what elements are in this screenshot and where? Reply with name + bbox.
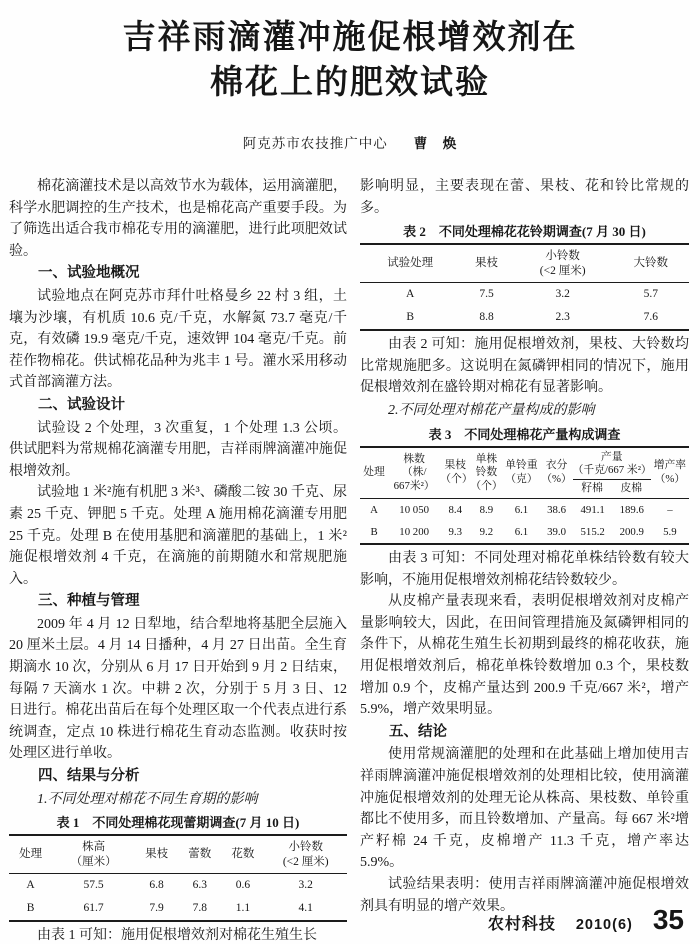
table-cell: 1.1 [235, 902, 251, 915]
table-cell: B [406, 311, 415, 324]
table-row [360, 306, 689, 330]
table-cell: 6.8 [149, 879, 164, 892]
table-cell: – [667, 503, 673, 516]
table-cell: 491.1 [580, 503, 605, 516]
table-cell: 7.8 [192, 902, 207, 915]
section-heading-3: 三、种植与管理 [38, 593, 140, 610]
table1-header-row [9, 835, 347, 874]
table-header-cell: 果枝 （个） [440, 447, 470, 499]
table-cell: 61.7 [83, 902, 104, 915]
table-row [360, 521, 689, 544]
left-column [9, 176, 347, 944]
subsection-heading-1: 1.不同处理对棉花不同生育期的影响 [37, 791, 258, 807]
table-cell: 3.2 [555, 288, 570, 301]
table-header-cell: 处理 [360, 447, 388, 499]
table3-discussion: 由表 3 可知：不同处理对棉花单株结铃数有较大影响，不施用促根增效剂棉花结铃数较少。 [360, 551, 689, 588]
table-cell: 9.2 [479, 525, 494, 538]
article-title [30, 16, 670, 106]
table-cell: 6.1 [514, 503, 529, 516]
table-header-cell: 增产率 （%） [651, 447, 689, 499]
table-cell: 6.1 [514, 525, 529, 538]
table-cell: 39.0 [547, 525, 567, 538]
subsection-heading-2: 2.不同处理对棉花产量构成的影响 [388, 402, 595, 418]
table-cell: 5.7 [643, 288, 658, 301]
table-cell: 189.6 [619, 503, 644, 516]
table3 [360, 446, 689, 546]
table3-header-row [360, 447, 689, 499]
journal-name: 农村科技 [487, 916, 556, 933]
table-cell: A [26, 879, 35, 892]
table-header-cell: 小铃数 (<2 厘米) [264, 835, 347, 874]
table-header-cell: 果枝 [460, 244, 512, 283]
table-cell: 3.2 [298, 879, 313, 892]
table-row [9, 874, 347, 898]
table2-caption: 表 2 不同处理棉花花铃期调查(7 月 30 日) [403, 224, 646, 240]
table-cell: 8.4 [448, 503, 463, 516]
table-cell: 6.3 [192, 879, 207, 892]
table-cell: 10 200 [399, 525, 429, 538]
two-column-body [0, 176, 700, 944]
table3-caption: 表 3 不同处理棉花产量构成调查 [428, 426, 621, 442]
section-2-paragraph-2: 试验地 1 米²施有机肥 3 米³、磷酸二铵 30 千克、尿素 25 千克、钾肥 5 千克。处理 A 施用棉花滴灌专用肥 25 千克。处理 B 在使用基肥和滴灌肥的基础上，1 米²施促根增效剂 4 千克，在滴施的前期随水和常规肥施入。 [9, 485, 347, 587]
page-footer [488, 904, 684, 936]
table-cell: 7.5 [479, 288, 494, 301]
table-cell: B [26, 902, 35, 915]
table-cell: 5.9 [663, 525, 677, 538]
author-name: 曹 焕 [413, 136, 458, 151]
table-header-cell-yield-group: 产量 （千克/667 米²） 籽棉 皮棉 [573, 447, 651, 499]
table1 [9, 834, 347, 922]
section-1-paragraph: 试验地点在阿克苏市拜什吐格曼乡 22 村 3 组，土壤为沙壤，有机质 10.6 克/千克，水解氮 73.7 毫克/千克，有效磷 19.9 毫克/千克，速效钾 104 毫克/千克。前茬作物棉花。供试棉花品种为兆丰 1 号。灌水采用移动式首部滴灌方法。 [9, 288, 347, 391]
table-header-cell: 果枝 [135, 835, 178, 874]
table-cell: 57.5 [83, 879, 104, 892]
conclusion-paragraph-2: 试验结果表明：使用吉祥雨牌滴灌冲施促根增效剂具有明显的增产效果。 [360, 876, 689, 914]
table-cell: 38.6 [547, 503, 567, 516]
section-2-paragraph-1: 试验设 2 个处理，3 次重复，1 个处理 1.3 公顷。供试肥料为常规棉花滴灌专用肥，吉祥雨牌滴灌冲施促根增效剂。 [9, 420, 347, 479]
table-header-cell: 株数 （株/ 667米²） [388, 447, 440, 499]
section-3-paragraph: 2009 年 4 月 12 日犁地，结合犁地将基肥全层施入 20 厘米土层。4 月 14 日播种，4 月 27 日出苗。全生育期滴水 10 次，分别从 6 月 17 日开始到 9 月 2 日结束，每隔 7 天滴水 1 次。中耕 2 次，分别于 5 月 3 日、12 日进行。棉花出苗后在每个处理区取一个代表点进行系统调查，定点 10 株进行棉花生育动态监测。收获时按处理区进行单收。 [9, 616, 347, 762]
table2-discussion: 由表 2 可知：施用促根增效剂，果枝、大铃数均比常规施肥多。这说明在氮磷钾相同的情况下，施用促根增效剂在盛铃期对棉花有显著影响。 [360, 337, 689, 396]
table-cell: 200.9 [619, 525, 644, 538]
table-cell: 0.6 [235, 879, 251, 892]
table2 [360, 243, 689, 331]
table-header-cell: 小铃数 (<2 厘米) [513, 244, 613, 283]
table-header-cell: 处理 [9, 835, 52, 874]
affiliation: 阿克苏市农技推广中心 [242, 136, 388, 151]
right-column [360, 176, 689, 944]
continued-paragraph: 影响明显，主要表现在蕾、果枝、花和铃比常规的多。 [360, 179, 689, 216]
section-heading-4: 四、结果与分析 [38, 768, 140, 785]
table-cell: 10 050 [399, 503, 429, 516]
table-cell: 4.1 [298, 902, 313, 915]
journal-issue: 2010(6) [575, 917, 633, 933]
article-title-line2: 棉花上的肥效试验 [210, 65, 490, 101]
table-header-cell: 株高 （厘米） [52, 835, 135, 874]
section-heading-1: 一、试验地概况 [38, 265, 140, 282]
table-header-cell: 单株 铃数 （个） [470, 447, 502, 499]
table-header-cell: 蕾数 [178, 835, 221, 874]
table-header-cell: 大铃数 [613, 244, 689, 283]
table-cell: 9.3 [448, 525, 463, 538]
table-cell: 8.8 [479, 311, 494, 324]
byline [0, 132, 700, 152]
table-cell: 2.3 [555, 311, 570, 324]
intro-paragraph: 棉花滴灌技术是以高效节水为载体，运用滴灌肥，科学水肥调控的生产技术，也是棉花高产重要手段。为了筛选出适合我市棉花专用的滴灌肥，进行此项肥效试验。 [9, 179, 347, 259]
table-header-cell: 衣分 （%） [541, 447, 573, 499]
page-number: 35 [652, 904, 684, 935]
article-title-line1: 吉祥雨滴灌冲施促根增效剂在 [122, 20, 578, 56]
yield-sub-header: 籽棉 [581, 481, 603, 494]
table-cell: 7.6 [643, 311, 658, 324]
table-cell: 8.9 [479, 503, 494, 516]
table-cell: A [406, 288, 415, 301]
table-cell: B [370, 525, 378, 538]
section-heading-2: 二、试验设计 [38, 396, 125, 413]
table-row [360, 499, 689, 522]
table1-caption: 表 1 不同处理棉花现蕾期调查(7 月 10 日) [56, 815, 300, 831]
table-header-cell: 花数 [221, 835, 264, 874]
table-row [9, 897, 347, 921]
yield-sub-header: 皮棉 [620, 481, 643, 494]
yield-analysis-paragraph: 从皮棉产量表现来看，表明促根增效剂对皮棉产量影响较大，因此，在田间管理措施及氮磷钾相同的条件下，从棉花生殖生长初期到最终的棉花收获，施用促根增效剂后，棉花单株铃数增加 0.3 个，果枝数增加 0.9 个，皮棉产量达到 200.9 千克/667 米²，增产 5.9%，增产效果明显。 [360, 594, 689, 718]
table2-header-row [360, 244, 689, 283]
table-cell: 7.9 [149, 902, 164, 915]
table1-note: 由表 1 可知：施用促根增效剂对棉花生殖生长 [37, 928, 317, 944]
table-cell: 515.2 [580, 525, 605, 538]
table-header-cell: 试验处理 [360, 244, 460, 283]
section-heading-5: 五、结论 [389, 723, 447, 740]
conclusion-paragraph-1: 使用常规滴灌肥的处理和在此基础上增加使用吉祥雨牌滴灌冲施促根增效剂的处理相比较，使用滴灌冲施促根增效剂的处理无论从株高、果枝数、单铃重都比不使用多，而且铃数增加、产量高。每 667 米²增产籽棉 24 千克，皮棉增产 11.3 千克，增产率达 5.9%。 [360, 747, 689, 871]
table-cell: A [370, 503, 378, 516]
table-header-cell: 单铃重 （克） [502, 447, 540, 499]
table-row [360, 283, 689, 307]
